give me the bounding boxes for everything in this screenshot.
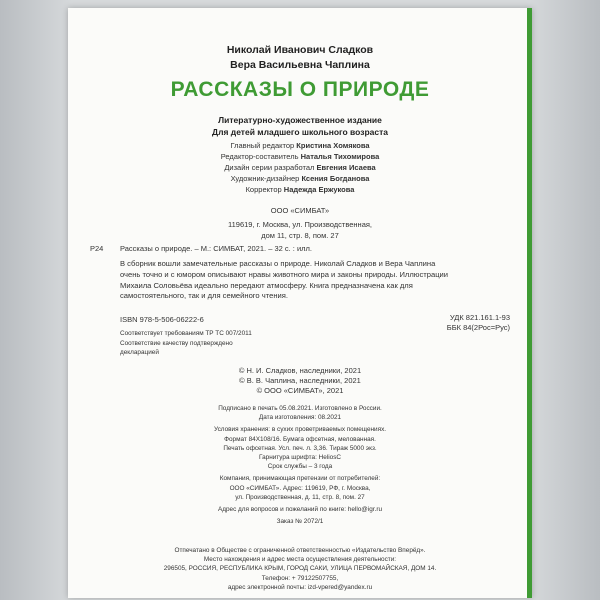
annotation-line: Михаила Соловьёва идеально передают атмосферу. Книга предназначена как для [120, 280, 413, 290]
credit-role: Дизайн серии разработал [224, 163, 315, 172]
catalog-code: Р24 [90, 244, 104, 253]
printer-line: 296505, РОССИЯ, РЕСПУБЛИКА КРЫМ, ГОРОД САКИ, УЛИЦА ПЕРВОМАЙСКАЯ, ДОМ 14. [163, 565, 437, 573]
credit-role: Художник-дизайнер [230, 174, 300, 183]
publisher-address-line2: дом 11, стр. 8, пом. 27 [261, 231, 339, 240]
conformity-block [120, 329, 252, 358]
annotation-line: В сборник вошли замечательные рассказы о природе. Николай Сладков и Вера Чаплина [120, 259, 436, 268]
annotation-paragraph [120, 259, 515, 302]
subtitle-audience: Для детей младшего школьного возраста [212, 127, 388, 137]
print-info-line: Формат 84Х108/16. Бумага офсетная, мелованная. [224, 435, 376, 443]
author-2: Вера Васильевна Чаплина [230, 59, 370, 71]
isbn: ISBN 978-5-506-06222-6 [120, 315, 204, 324]
udk-code: УДК 821.161.1-93 [449, 313, 510, 322]
conformity-line: декларацией [120, 349, 159, 356]
credit-series-design [68, 163, 532, 172]
printer-block [68, 546, 532, 592]
print-info-line: Заказ № 2072/1 [276, 518, 324, 526]
subtitle-genre: Литературно-художественное издание [218, 115, 382, 125]
credit-name: Кристина Хомякова [296, 141, 370, 150]
conformity-line: Соответствие качеству подтверждено [120, 339, 233, 347]
catalog-entry: Рассказы о природе. – М.: СИМБАТ, 2021. – 32 с. : илл. [120, 244, 312, 253]
credit-chief-editor [68, 141, 532, 150]
publisher-name: ООО «СИМБАТ» [270, 206, 330, 215]
copyright-line: © Н. И. Сладков, наследники, 2021 [238, 366, 362, 375]
author-1: Николай Иванович Сладков [226, 44, 374, 56]
credit-artist [68, 174, 532, 183]
print-info-line: Срок службы – 3 года [267, 463, 333, 471]
publisher-address-line1: 119619, г. Москва, ул. Производственная, [227, 220, 373, 229]
credit-role: Редактор-составитель [220, 152, 299, 161]
print-info-line: Гарнитура шрифта: HeliosC [258, 454, 342, 462]
print-info-line: Компания, принимающая претензии от потребителей: [219, 475, 381, 483]
credit-role: Корректор [245, 185, 282, 194]
print-info-line: Условия хранения: в сухих проветриваемых помещениях. [213, 426, 387, 434]
print-info-line: Печать офсетная. Усл. печ. л. 3,36. Тираж 5000 экз. [223, 444, 377, 452]
annotation-line: очень точно и с юмором описывают нравы животного мира и законы природы. Иллюстрации [120, 269, 449, 279]
copyright-line: © ООО «СИМБАТ», 2021 [256, 386, 344, 395]
printer-line: адрес электронной почты: izd-vpered@yandex.ru [227, 583, 373, 591]
print-info-line: Подписано в печать 05.08.2021. Изготовлено в России. [218, 405, 382, 412]
print-info-line: ул. Производственная, д. 11, стр. 8, пом. 27 [235, 493, 365, 501]
credit-role: Главный редактор [230, 141, 295, 150]
credit-name: Ксения Богданова [301, 174, 370, 183]
print-info-line: Дата изготовления: 08.2021 [258, 414, 342, 422]
credit-name: Наталья Тихомирова [300, 152, 380, 161]
credit-name: Евгения Исаева [316, 163, 376, 172]
credit-compiler [68, 152, 532, 161]
credit-name: Надежда Ержукова [283, 185, 355, 194]
copyright-line: © В. В. Чаплина, наследники, 2021 [239, 376, 361, 385]
printer-line: Отпечатано в Обществе с ограниченной ответственностью «Издательство Вперёд». [174, 547, 426, 554]
bbk-code: ББК 84(2Рос=Рус) [446, 323, 510, 332]
print-info-line: ООО «СИМБАТ». Адрес: 119619, РФ, г. Москва, [229, 484, 371, 492]
print-info-line: Адрес для вопросов и пожеланий по книге: hello@igr.ru [217, 506, 382, 514]
annotation-line: самостоятельного, так и для семейного чтения. [120, 291, 288, 301]
copyright-block [68, 366, 532, 396]
credit-proofreader [68, 185, 532, 194]
printer-line: Телефон: + 79122507755, [261, 574, 339, 582]
conformity-line: Соответствует требованиям ТР ТС 007/2011 [120, 330, 252, 337]
book-title: РАССКАЗЫ О ПРИРОДЕ [170, 78, 430, 101]
book-imprint-page [68, 8, 532, 598]
printer-line: Место нахождения и адрес места осуществления деятельности: [203, 556, 397, 564]
print-info-block [68, 404, 532, 526]
